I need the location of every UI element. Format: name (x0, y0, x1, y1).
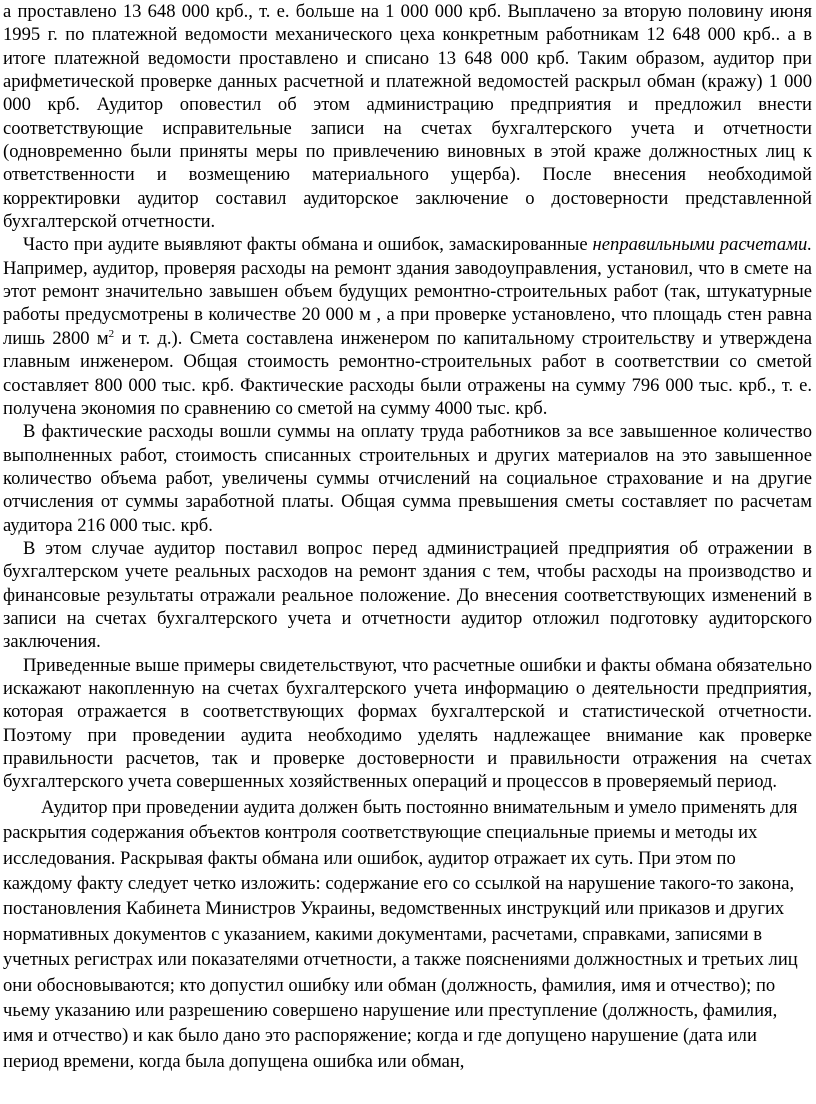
paragraph-2-text-b: Например, аудитор, проверяя расходы на ремонт здания заводоуправления, установил, что в смете на этот ремонт значительно завышен объем будущих ремонтно-строительных работ (так, штукатурные работы предусмотрены в количестве 20 000 м , а при проверке установлено, что площадь стен равна лишь 2800 м (3, 257, 812, 349)
paragraph-1: а проставлено 13 648 000 крб., т. е. больше на 1 000 000 крб. Выплачено за вторую половину июня 1995 г. по платежной ведомости механического цеха конкретным работникам 12 648 000 крб.. а в итоге платежной ведомости проставлено и списано 13 648 000 крб. Таким образом, аудитор при арифметической проверке данных расчетной и платежной ведомостей раскрыл обман (кражу) 1 000 000 крб. Аудитор оповестил об этом администрацию предприятия и предложил внести соответствующие исправительные записи на счетах бухгалтерского учета и отчетности (одновременно были приняты меры по привлечению виновных в этой краже должностных лиц к ответственности и возмещению материального ущерба). После внесения необходимой корректировки аудитор составил аудиторское заключение о достоверности представленной бухгалтерской отчетности. (3, 1, 812, 233)
paragraph-5: Приведенные выше примеры свидетельствуют, что расчетные ошибки и факты обмана обязательно искажают накопленную на счетах бухгалтерского учета информацию о деятельности предприятия, которая отражается в соответствующих формах бухгалтерской и статистической отчетности. Поэтому при проведении аудита необходимо уделять надлежащее внимание как проверке правильности расчетов, так и проверке достоверности и правильности отражения на счетах бухгалтерского учета совершенных хозяйственных операций и процессов в проверяемый период. (3, 654, 812, 793)
paragraph-2-text-a: Часто при аудите выявляют факты обмана и ошибок, замаскированные (23, 234, 593, 256)
paragraph-4: В этом случае аудитор поставил вопрос перед администрацией предприятия об отражении в бухгалтерском учете реальных расходов на ремонт здания с тем, чтобы расходы на производство и финансовые результаты отражали реальное положение. До внесения соответствующих изменений в записи на счетах бухгалтерского учета и отчетности аудитор отложил подготовку аудиторского заключения. (3, 537, 812, 653)
paragraph-2-italic-term: неправильными расчетами. (592, 234, 812, 256)
paragraph-3: В фактические расходы вошли суммы на оплату труда работников за все завышенное количество выполненных работ, стоимость списанных строительных и других материалов на это завышенное количество объема работ, увеличены суммы отчислений на социальное страхование и на другие отчисления от суммы заработной платы. Общая сумма превышения сметы составляет по расчетам аудитора 216 000 тыс. крб. (3, 421, 812, 536)
superscript-2: 2 (108, 327, 115, 340)
paragraph-6: Аудитор при проведении аудита должен быть постоянно внимательным и умело применять для раскрытия содержания объектов контроля соответствующие специальные приемы и методы их исследования. Раскрывая факты обмана или ошибок, аудитор отражает их суть. При этом по каждому факту следует четко изложить: содержание его со ссылкой на нарушение такого-то закона, постановления Кабинета Министров Украины, ведомственных инструкций или приказов и других нормативных документов с указанием, какими документами, расчетами, справками, записями в учетных регистрах или показателями отчетности, а также пояснениями должностных и третьих лиц они обосновываются; кто допустил ошибку или обман (должность, фамилия, имя и отчество); по чьему указанию или разрешению совершено нарушение или преступление (должность, фамилия, имя и отчество) и как было дано это распоряжение; когда и где допущено нарушение (дата или период времени, когда была допущена ошибка или обман, (3, 796, 798, 1072)
paragraph-2 (3, 233, 812, 420)
paragraph-2-text-c: и т. д.). Смета составлена инженером по капитальному строительству и утверждена главным инженером. Общая стоимость ремонтно-строительных работ в соответствии со сметой составляет 800 000 тыс. крб. Фактические расходы были отражены на сумму 796 000 тыс. крб., т. е. получена экономия по сравнению со сметой на сумму 4000 тыс. крб. (3, 327, 812, 419)
